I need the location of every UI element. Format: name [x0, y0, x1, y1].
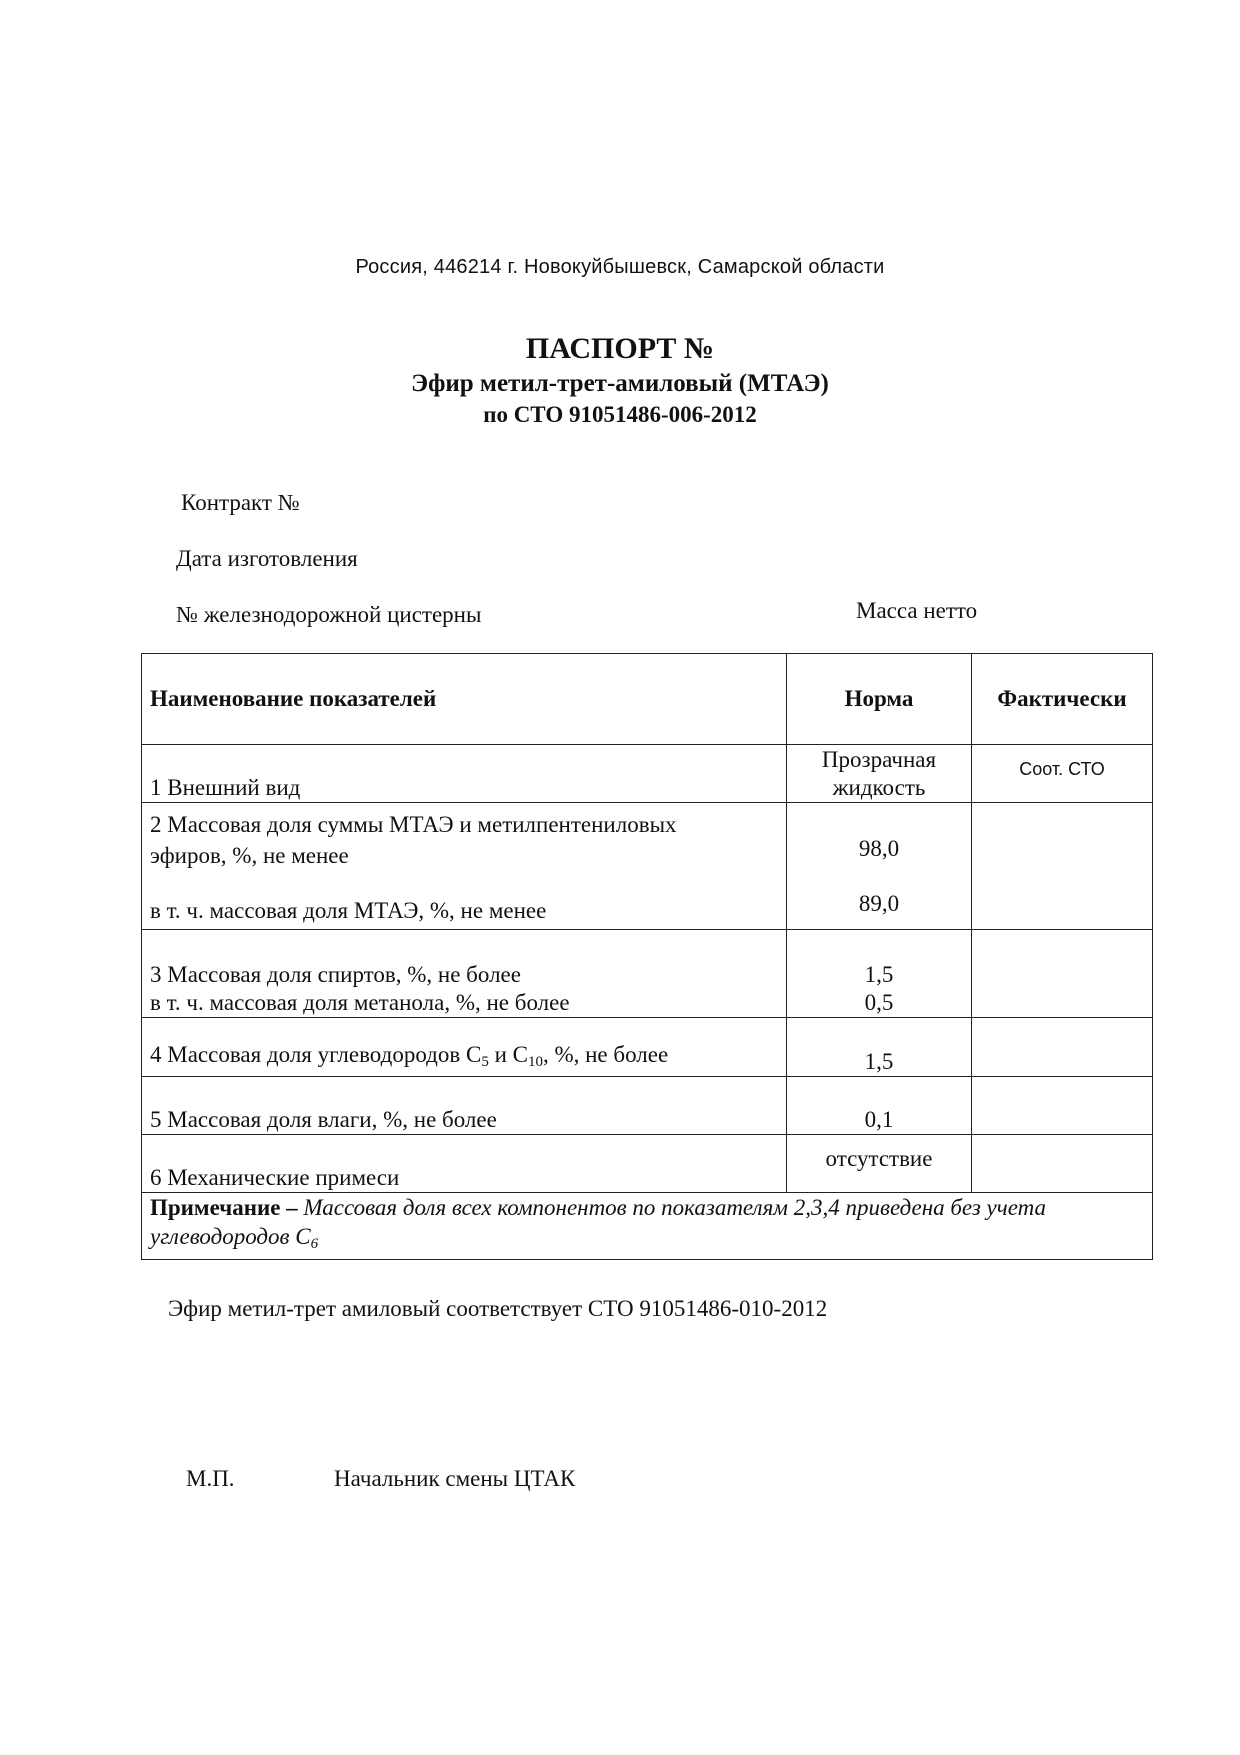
header-actual: Фактически — [972, 654, 1153, 745]
conformity-statement: Эфир метил-трет амиловый соответствует СТО 91051486-010-2012 — [168, 1296, 828, 1321]
table-row — [142, 930, 1153, 1018]
row2-sub-norm: 89,0 — [858, 891, 900, 916]
organization-address: Россия, 446214 г. Новокуйбышевск, Самарской области — [355, 256, 885, 278]
table-note: Примечание – Массовая доля всех компонентов по показателям 2,3,4 приведена без учета углеводородов $С_6$ — [142, 1193, 1153, 1260]
row1-actual: Соот. СТО — [972, 745, 1153, 803]
row2-sub-name: в т. ч. массовая доля МТАЭ, %, не менее — [150, 898, 547, 923]
row4-name: 4 Массовая доля углеводородов $С_5$ и $С_{10}$, %, не более — [150, 1042, 669, 1070]
specification-table — [141, 653, 1153, 1260]
document-title — [0, 330, 1240, 430]
table-row — [142, 1018, 1153, 1077]
row3-name: 3 Массовая доля спиртов, %, не более — [150, 962, 521, 987]
row2-name-line2: эфиров, %, не менее — [150, 843, 349, 868]
contract-field: Контракт № — [181, 490, 300, 515]
header-norm: Норма — [787, 654, 972, 745]
standard-reference: по СТО 91051486-006-2012 — [483, 402, 757, 427]
row1-name: 1 Внешний вид — [150, 775, 301, 800]
row3-sub-norm: 0,5 — [864, 990, 894, 1015]
manufacture-date-field: Дата изготовления — [176, 546, 358, 571]
table-header-row — [142, 654, 1153, 745]
row1-norm-line1: Прозрачная — [821, 746, 937, 772]
row3-sub-name: в т. ч. массовая доля метанола, %, не более — [150, 990, 570, 1015]
row3-norm: 1,5 — [864, 962, 894, 987]
net-mass-field: Масса нетто — [856, 598, 978, 623]
table-row — [142, 745, 1153, 803]
table-row — [142, 1135, 1153, 1193]
row2-norm: 98,0 — [858, 836, 900, 861]
row5-name: 5 Массовая доля влаги, %, не более — [150, 1107, 497, 1132]
row6-name: 6 Механические примеси — [150, 1165, 400, 1190]
signatory-title: Начальник смены ЦТАК — [334, 1466, 576, 1491]
row1-norm-line2: жидкость — [832, 774, 926, 800]
product-name: Эфир метил-трет-амиловый (МТАЭ) — [411, 370, 829, 397]
row4-norm: 1,5 — [864, 1049, 894, 1074]
row2-name-line1: 2 Массовая доля суммы МТАЭ и метилпентениловых — [150, 812, 677, 837]
stamp-placeholder: М.П. — [186, 1466, 235, 1491]
row5-norm: 0,1 — [864, 1107, 894, 1132]
row6-norm: отсутствие — [825, 1146, 933, 1171]
table-row — [142, 1077, 1153, 1135]
header-name: Наименование показателей — [142, 654, 787, 745]
passport-title: ПАСПОРТ № — [525, 332, 715, 365]
table-row — [142, 803, 1153, 930]
tank-number-field: № железнодорожной цистерны — [176, 602, 482, 627]
table-note-row — [142, 1193, 1153, 1260]
